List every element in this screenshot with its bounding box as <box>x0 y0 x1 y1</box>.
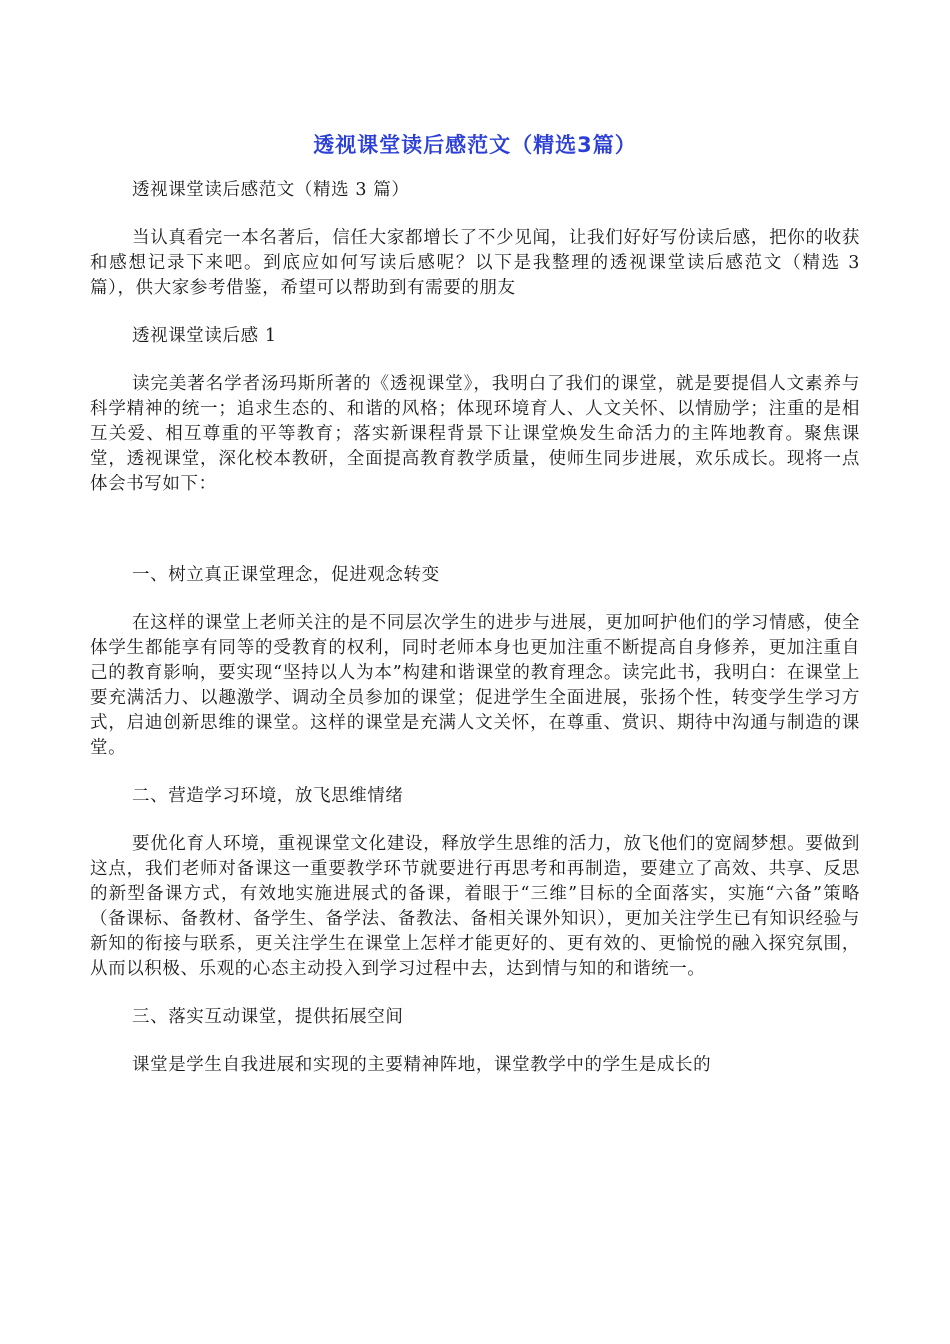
body-paragraph: 读完美著名学者汤玛斯所著的《透视课堂》，我明白了我们的课堂，就是要提倡人文素养与科学精神的统一；追求生态的、和谐的风格；体现环境育人、人文关怀、以情励学；注重的是相互关爱、相互尊重的平等教育；落实新课程背景下让课堂焕发生命活力的主阵地教育。聚焦课堂，透视课堂，深化校本教研，全面提高教育教学质量，使师生同步进展，欢乐成长。现将一点体会书写如下： <box>90 374 860 494</box>
body-paragraph: 要优化育人环境，重视课堂文化建设，释放学生思维的活力，放飞他们的宽阔梦想。要做到这点，我们老师对备课这一重要教学环节就要进行再思考和再制造，要建立了高效、共享、反思的新型备课方式，有效地实施进展式的备课，着眼于“三维”目标的全面落实，实施“六备”策略（备课标、备教材、备学生、备学法、备教法、备相关课外知识），更加关注学生已有知识经验与新知的衔接与联系，更关注学生在课堂上怎样才能更好的、更有效的、更愉悦的融入探究氛围，从而以积极、乐观的心态主动投入到学习过程中去，达到情与知的和谐统一。 <box>90 834 860 979</box>
body-paragraph: 在这样的课堂上老师关注的是不同层次学生的进步与进展，更加呵护他们的学习情感，使全体学生都能享有同等的受教育的权利，同时老师本身也更加注重不断提高自身修养，更加注重自己的教育影响，要实现“坚持以人为本”构建和谐课堂的教育理念。读完此书，我明白：在课堂上要充满活力、以趣激学、调动全员参加的课堂；促进学生全面进展，张扬个性，转变学生学习方式，启迪创新思维的课堂。这样的课堂是充满人文关怀，在尊重、赏识、期待中沟通与制造的课堂。 <box>90 613 860 758</box>
intro-paragraph: 当认真看完一本名著后，信任大家都增长了不少见闻，让我们好好写份读后感，把你的收获和感想记录下来吧。到底应如何写读后感呢？以下是我整理的透视课堂读后感范文（精选 3 篇），供大家参考借鉴，希望可以帮助到有需要的朋友 <box>90 228 860 298</box>
subtitle: 透视课堂读后感范文（精选 3 篇） <box>132 180 410 200</box>
document-title: 透视课堂读后感范文（精选3篇） <box>313 133 637 157</box>
point-heading: 三、落实互动课堂，提供拓展空间 <box>132 1007 404 1027</box>
document-page <box>90 130 860 1101</box>
section-heading: 透视课堂读后感 1 <box>132 326 277 346</box>
body-paragraph: 课堂是学生自我进展和实现的主要精神阵地，课堂教学中的学生是成长的 <box>132 1055 712 1075</box>
point-heading: 二、营造学习环境，放飞思维情绪 <box>132 786 404 806</box>
point-heading: 一、树立真正课堂理念，促进观念转变 <box>132 565 440 585</box>
